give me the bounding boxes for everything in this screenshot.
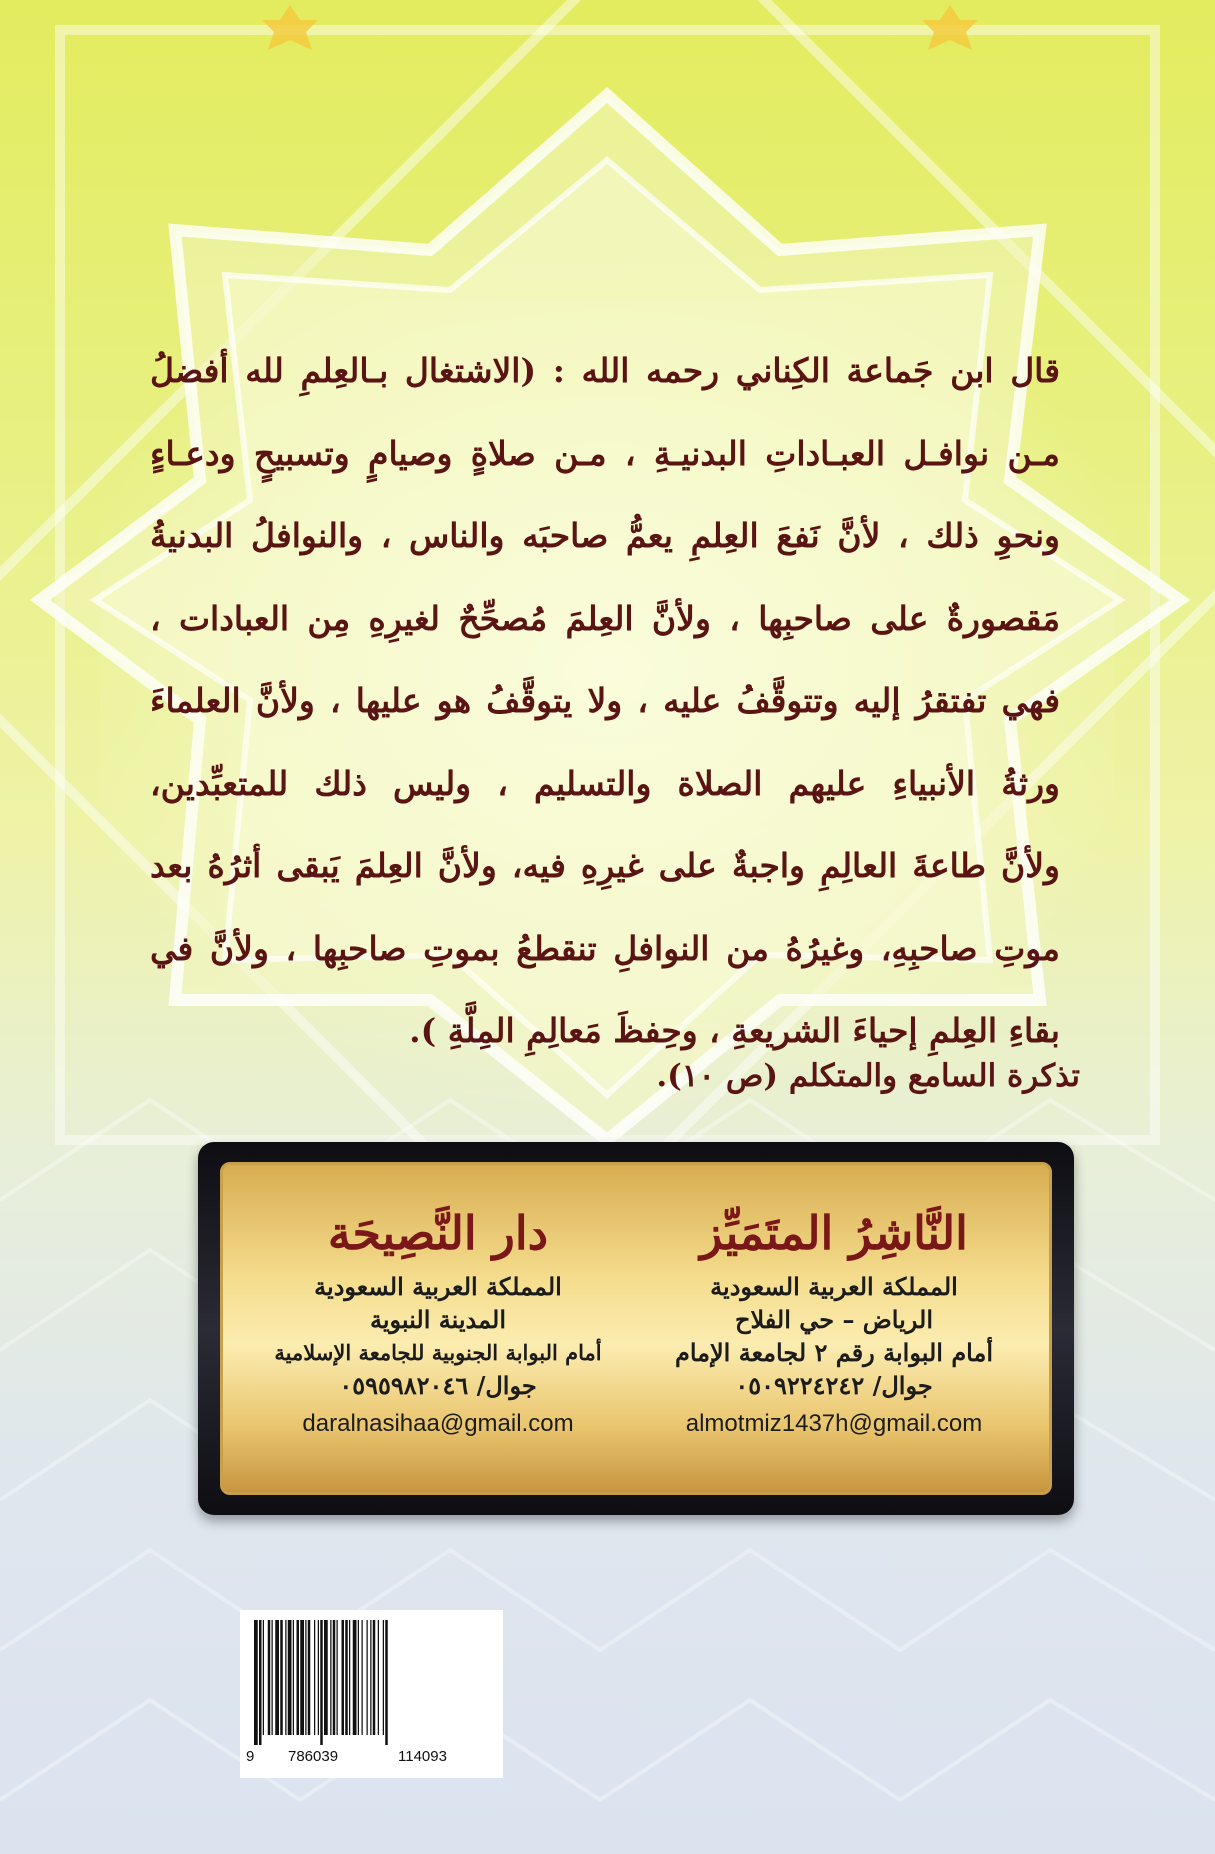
barcode-bar: [314, 1620, 315, 1735]
publisher-city: المدينة النبوية: [369, 1305, 506, 1334]
publishers-plaque: [198, 1142, 1074, 1515]
barcode-bar: [254, 1620, 258, 1745]
barcode-bar: [297, 1620, 300, 1735]
quote-line: قال ابن جَماعة الكِناني رحمه الله : (الاشتغال بـالعِلمِ لله أفضلُ: [150, 351, 1060, 390]
barcode-bar: [367, 1620, 368, 1735]
publisher-email: almotmiz1437h@gmail.com: [685, 1410, 983, 1437]
barcode-bar: [275, 1620, 279, 1735]
barcode-digits-group1: 786039: [288, 1748, 339, 1765]
barcode-bar: [373, 1620, 376, 1735]
barcode-bar: [272, 1620, 273, 1735]
barcode-digit-prefix: 9: [246, 1748, 255, 1765]
barcode-bar: [285, 1620, 286, 1735]
barcode-bar: [268, 1620, 271, 1735]
barcode-bar: [349, 1620, 350, 1735]
publisher-email: daralnasihaa@gmail.com: [302, 1410, 574, 1437]
barcode-bar: [337, 1620, 338, 1735]
barcode-bar: [383, 1620, 384, 1735]
barcode-bar: [362, 1620, 363, 1735]
barcode-bar: [320, 1620, 323, 1745]
quote-line: مَقصورةٌ على صاحبِها ، ولأنَّ العِلمَ مُصحِّحٌ لغيرِهِ مِن العبادات ،: [150, 598, 1060, 638]
barcode-bar: [378, 1620, 379, 1735]
barcode-bar: [358, 1620, 359, 1735]
publisher-city: الرياض – حي الفلاح: [734, 1305, 934, 1334]
quote-line: بقاءِ العِلمِ إحياءَ الشريعةِ ، وحِفظَ مَعالِمِ المِلَّةِ ).: [409, 1011, 1060, 1050]
barcode-bar: [300, 1620, 304, 1735]
barcode-bar: [342, 1620, 345, 1735]
publisher-phone: جوال/ ٠٥٩٥٩٨٢٠٤٦: [339, 1371, 537, 1400]
gold-plate: [220, 1162, 1052, 1495]
quote-line: موتِ صاحبِهِ، وغيرُهُ من النوافلِ تنقطعُ بموتِ صاحبِها ، ولأنَّ في: [150, 928, 1060, 968]
barcode-bar: [370, 1620, 371, 1735]
barcode-bar: [318, 1620, 319, 1735]
publisher-address: أمام البوابة رقم ٢ لجامعة الإمام: [674, 1338, 994, 1367]
barcode-bar: [353, 1620, 357, 1735]
quote-text-block: [150, 330, 1060, 1073]
quote-line: ونحوِ ذلك ، لأنَّ نَفعَ العِلمِ يعمُّ صاحبَه والناس ، والنوافلُ البدنيةُ: [150, 516, 1060, 555]
barcode-bar: [330, 1620, 331, 1735]
publisher-daralnasiha: [248, 1200, 628, 1442]
barcode-bar: [308, 1620, 311, 1735]
quote-line: فهي تفتقرُ إليه وتتوقَّفُ عليه ، ولا يتوقَّفُ هو عليها ، ولأنَّ العلماءَ: [150, 681, 1060, 720]
publisher-logo-daralnasiha: دار النَّصِيحَة: [327, 1206, 549, 1260]
barcode-bar: [345, 1620, 348, 1735]
barcode-bar: [324, 1620, 328, 1735]
publisher-almotmiz: [644, 1200, 1024, 1442]
quote-source: تذكرة السامع والمتكلم (ص ١٠).: [656, 1058, 1080, 1094]
publisher-country: المملكة العربية السعودية: [710, 1272, 958, 1301]
isbn-barcode: [240, 1610, 503, 1778]
publisher-phone: جوال/ ٠٥٠٩٢٢٤٢٤٢: [735, 1371, 933, 1400]
publisher-country: المملكة العربية السعودية: [314, 1272, 562, 1301]
barcode-digits-group2: 114093: [398, 1748, 447, 1765]
barcode-bar: [385, 1620, 388, 1745]
barcode-bar: [305, 1620, 306, 1735]
quote-line: ولأنَّ طاعةَ العالِمِ واجبةٌ على غيرِهِ فيه، ولأنَّ العِلمَ يَبقى أثرُهُ بعد: [150, 846, 1060, 885]
publisher-logo-almotmiz: النَّاشِرُ المتَمَيِّز: [700, 1206, 968, 1260]
barcode-bars: [254, 1620, 489, 1745]
barcode-bar: [259, 1620, 262, 1745]
barcode-bar: [280, 1620, 283, 1735]
quote-line: مـن نوافـل العبـاداتِ البدنيـةِ ، مـن صلاةٍ وصيامٍ وتسبيحٍ ودعـاءٍ: [150, 433, 1060, 473]
barcode-bar: [263, 1620, 264, 1735]
barcode-bar: [288, 1620, 292, 1735]
barcode-bar: [333, 1620, 336, 1735]
quote-line: ورثةُ الأنبياءِ عليهم الصلاة والتسليم ، وليس ذلك للمتعبِّدين،: [150, 763, 1060, 803]
publisher-address: أمام البوابة الجنوبية للجامعة الإسلامية: [274, 1340, 602, 1365]
barcode-bar: [293, 1620, 294, 1735]
